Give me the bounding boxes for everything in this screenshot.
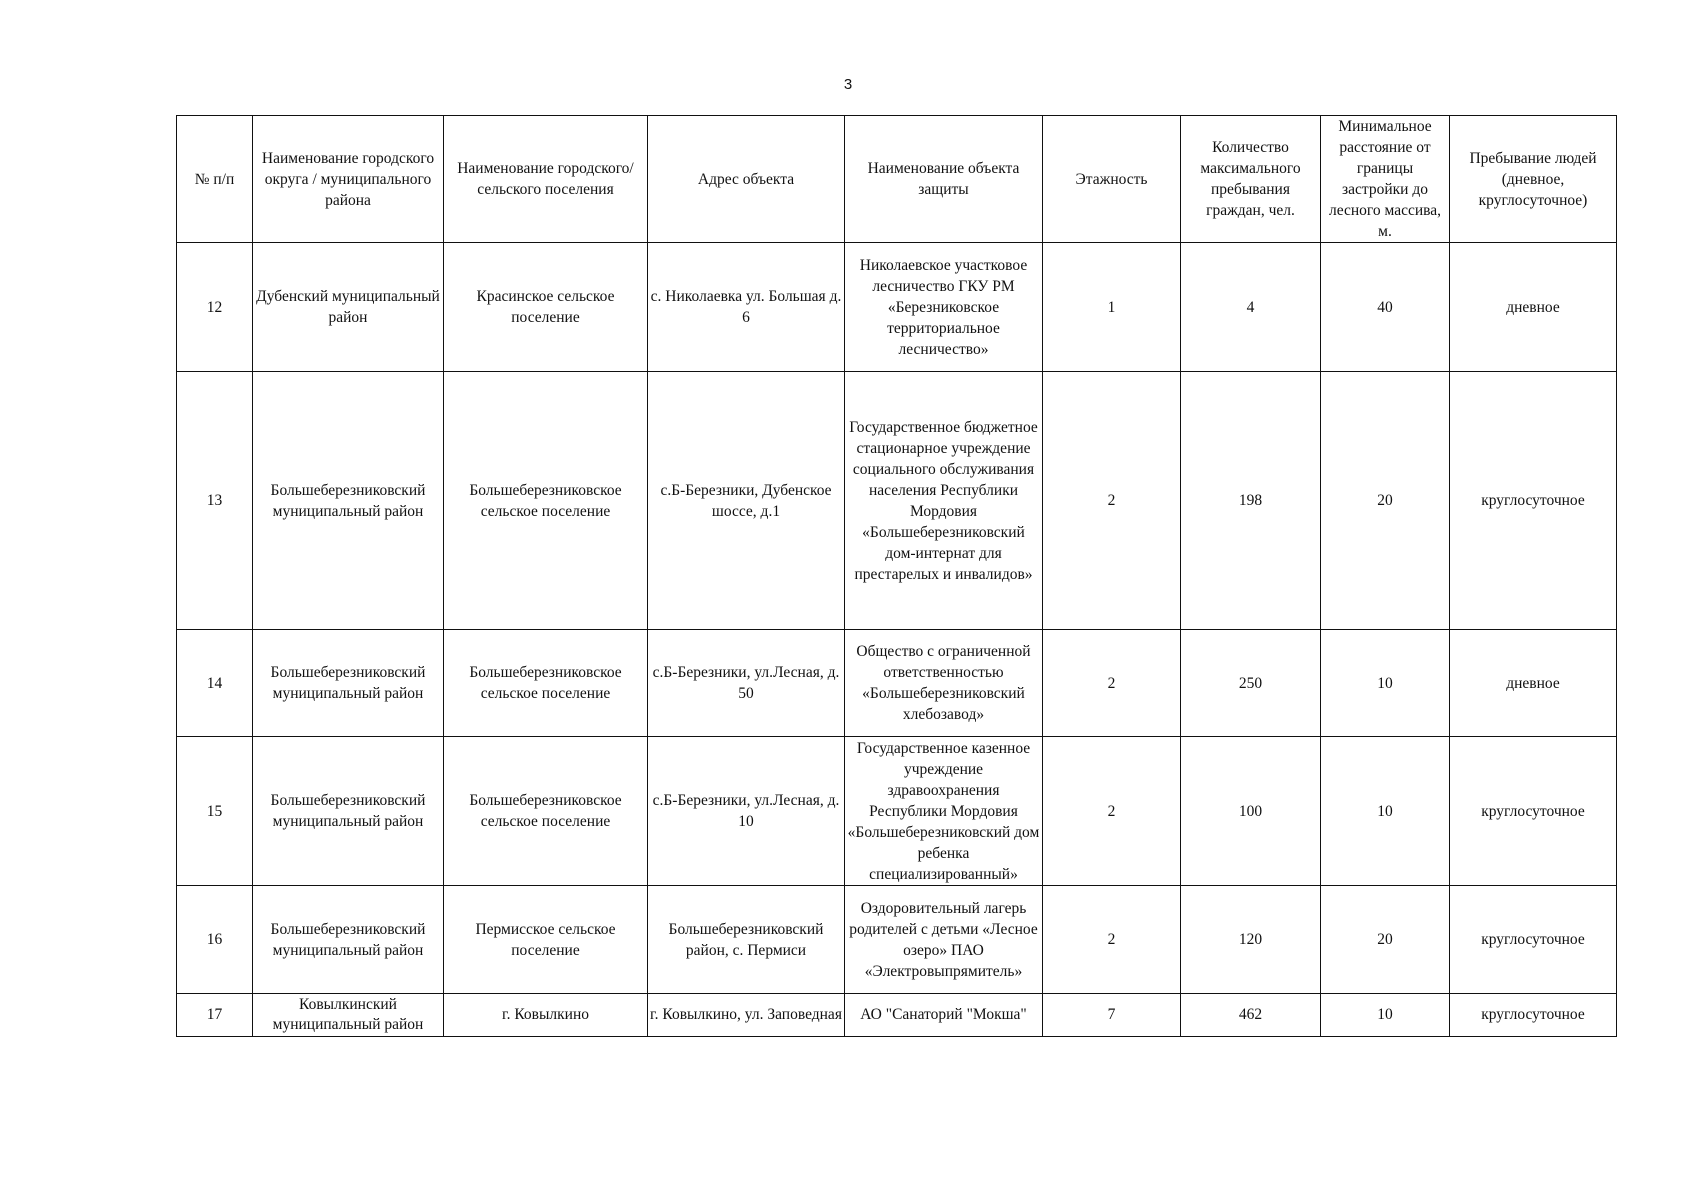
cell-object: Государственное казенное учреждение здравоохранения Республики Мордовия «Большеберезниковский дом ребенка специализированный» bbox=[845, 737, 1043, 886]
cell-number: 14 bbox=[177, 630, 253, 737]
cell-distance: 40 bbox=[1321, 243, 1450, 372]
header-settlement: Наименование городского/ сельского поселения bbox=[444, 116, 648, 243]
cell-object: Николаевское участковое лесничество ГКУ РМ «Березниковское территориальное лесничество» bbox=[845, 243, 1043, 372]
header-stay: Пребывание людей (дневное, круглосуточное) bbox=[1450, 116, 1617, 243]
cell-settlement: г. Ковылкино bbox=[444, 994, 648, 1037]
table-row bbox=[177, 243, 1617, 372]
header-row bbox=[177, 116, 1617, 243]
cell-address: с. Николаевка ул. Большая д. 6 bbox=[648, 243, 845, 372]
cell-object: АО "Санаторий "Мокша" bbox=[845, 994, 1043, 1037]
cell-floors: 2 bbox=[1043, 737, 1181, 886]
cell-number: 13 bbox=[177, 372, 253, 630]
cell-distance: 20 bbox=[1321, 372, 1450, 630]
table-row bbox=[177, 886, 1617, 994]
cell-address: Большеберезниковский район, с. Пермиси bbox=[648, 886, 845, 994]
table-row bbox=[177, 994, 1617, 1037]
cell-object: Общество с ограниченной ответственностью «Большеберезниковский хлебозавод» bbox=[845, 630, 1043, 737]
header-distance: Минимальное расстояние от границы застройки до лесного массива, м. bbox=[1321, 116, 1450, 243]
cell-district: Большеберезниковский муниципальный район bbox=[253, 630, 444, 737]
cell-stay: круглосуточное bbox=[1450, 737, 1617, 886]
cell-district: Дубенский муниципальный район bbox=[253, 243, 444, 372]
cell-address: с.Б-Березники, ул.Лесная, д. 50 bbox=[648, 630, 845, 737]
cell-address: с.Б-Березники, ул.Лесная, д. 10 bbox=[648, 737, 845, 886]
header-object: Наименование объекта защиты bbox=[845, 116, 1043, 243]
cell-district: Большеберезниковский муниципальный район bbox=[253, 886, 444, 994]
cell-settlement: Большеберезниковское сельское поселение bbox=[444, 630, 648, 737]
cell-people: 4 bbox=[1181, 243, 1321, 372]
cell-object: Оздоровительный лагерь родителей с детьми «Лесное озеро» ПАО «Электровыпрямитель» bbox=[845, 886, 1043, 994]
cell-address: г. Ковылкино, ул. Заповедная bbox=[648, 994, 845, 1037]
cell-number: 15 bbox=[177, 737, 253, 886]
cell-floors: 2 bbox=[1043, 630, 1181, 737]
cell-people: 462 bbox=[1181, 994, 1321, 1037]
cell-distance: 10 bbox=[1321, 994, 1450, 1037]
cell-people: 198 bbox=[1181, 372, 1321, 630]
page-number: 3 bbox=[843, 76, 853, 93]
header-number: № п/п bbox=[177, 116, 253, 243]
cell-people: 100 bbox=[1181, 737, 1321, 886]
table-row bbox=[177, 737, 1617, 886]
cell-district: Большеберезниковский муниципальный район bbox=[253, 737, 444, 886]
header-people: Количество максимального пребывания граждан, чел. bbox=[1181, 116, 1321, 243]
cell-settlement: Красинское сельское поселение bbox=[444, 243, 648, 372]
cell-people: 250 bbox=[1181, 630, 1321, 737]
cell-settlement: Большеберезниковское сельское поселение bbox=[444, 737, 648, 886]
cell-stay: дневное bbox=[1450, 243, 1617, 372]
header-district: Наименование городского округа / муниципального района bbox=[253, 116, 444, 243]
cell-distance: 20 bbox=[1321, 886, 1450, 994]
cell-stay: круглосуточное bbox=[1450, 994, 1617, 1037]
cell-address: с.Б-Березники, Дубенское шоссе, д.1 bbox=[648, 372, 845, 630]
cell-object: Государственное бюджетное стационарное учреждение социального обслуживания населения Республики Мордовия «Большеберезниковский дом-интернат для престарелых и инвалидов» bbox=[845, 372, 1043, 630]
cell-district: Большеберезниковский муниципальный район bbox=[253, 372, 444, 630]
cell-settlement: Большеберезниковское сельское поселение bbox=[444, 372, 648, 630]
header-address: Адрес объекта bbox=[648, 116, 845, 243]
cell-stay: круглосуточное bbox=[1450, 886, 1617, 994]
cell-settlement: Пермисское сельское поселение bbox=[444, 886, 648, 994]
cell-floors: 2 bbox=[1043, 372, 1181, 630]
table-row bbox=[177, 372, 1617, 630]
objects-table bbox=[176, 115, 1617, 1037]
cell-number: 17 bbox=[177, 994, 253, 1037]
cell-distance: 10 bbox=[1321, 737, 1450, 886]
cell-stay: дневное bbox=[1450, 630, 1617, 737]
cell-floors: 1 bbox=[1043, 243, 1181, 372]
table-row bbox=[177, 630, 1617, 737]
header-floors: Этажность bbox=[1043, 116, 1181, 243]
cell-floors: 7 bbox=[1043, 994, 1181, 1037]
cell-district: Ковылкинский муниципальный район bbox=[253, 994, 444, 1037]
cell-distance: 10 bbox=[1321, 630, 1450, 737]
cell-floors: 2 bbox=[1043, 886, 1181, 994]
cell-stay: круглосуточное bbox=[1450, 372, 1617, 630]
cell-people: 120 bbox=[1181, 886, 1321, 994]
cell-number: 12 bbox=[177, 243, 253, 372]
cell-number: 16 bbox=[177, 886, 253, 994]
